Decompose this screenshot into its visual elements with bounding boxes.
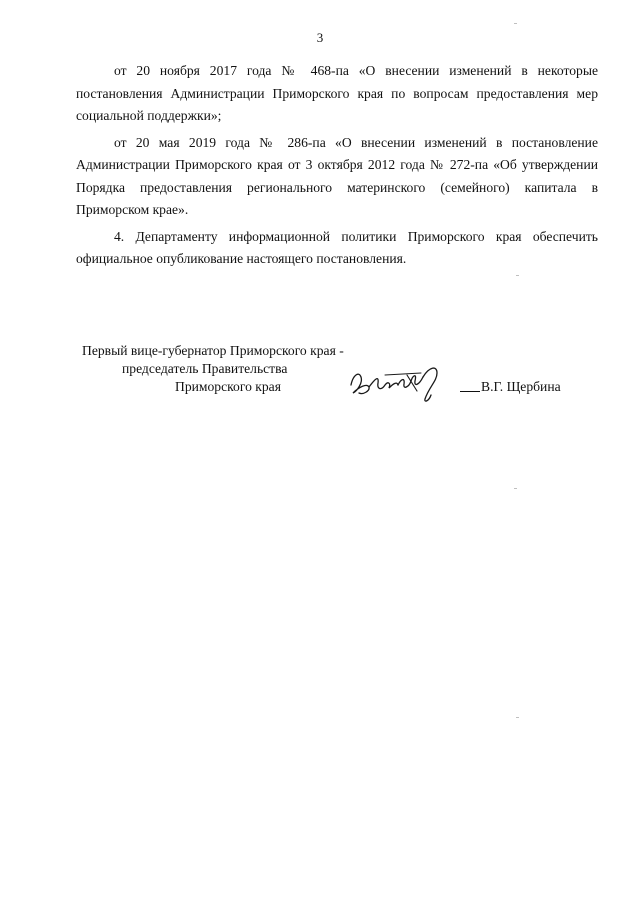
paragraph-publication-order: 4. Департаменту информационной политики Приморского края обеспечить официальное опубликование настоящего постановления.	[76, 228, 598, 266]
scan-speck	[516, 717, 519, 718]
document-body	[76, 60, 598, 275]
scan-speck	[514, 23, 517, 24]
scan-speck	[516, 275, 519, 276]
signatory-name: В.Г. Щербина	[481, 379, 561, 394]
paragraph-resolution-468: от 20 ноября 2017 года № 468-па «О внесении изменений в некоторые постановления Администрации Приморского края по вопросам предоставления мер социальной поддержки»;	[76, 63, 598, 123]
handwritten-signature	[345, 357, 455, 407]
signatory-title-line-3: Приморского края	[175, 379, 281, 394]
signature-block	[0, 343, 640, 403]
signatory-title-line-1: Первый вице-губернатор Приморского края -	[82, 343, 344, 358]
signatory-title-line-2: председатель Правительства	[122, 361, 288, 376]
page-number: 3	[316, 30, 324, 45]
paragraph-resolution-286: от 20 мая 2019 года № 286-па «О внесении изменений в постановление Администрации Приморского края от 3 октября 2012 года № 272-па «Об утверждении Порядка предоставления регионального материнского (семейного) капитала в Приморском крае».	[76, 134, 598, 217]
signature-line	[460, 391, 480, 392]
scan-speck	[514, 488, 517, 489]
